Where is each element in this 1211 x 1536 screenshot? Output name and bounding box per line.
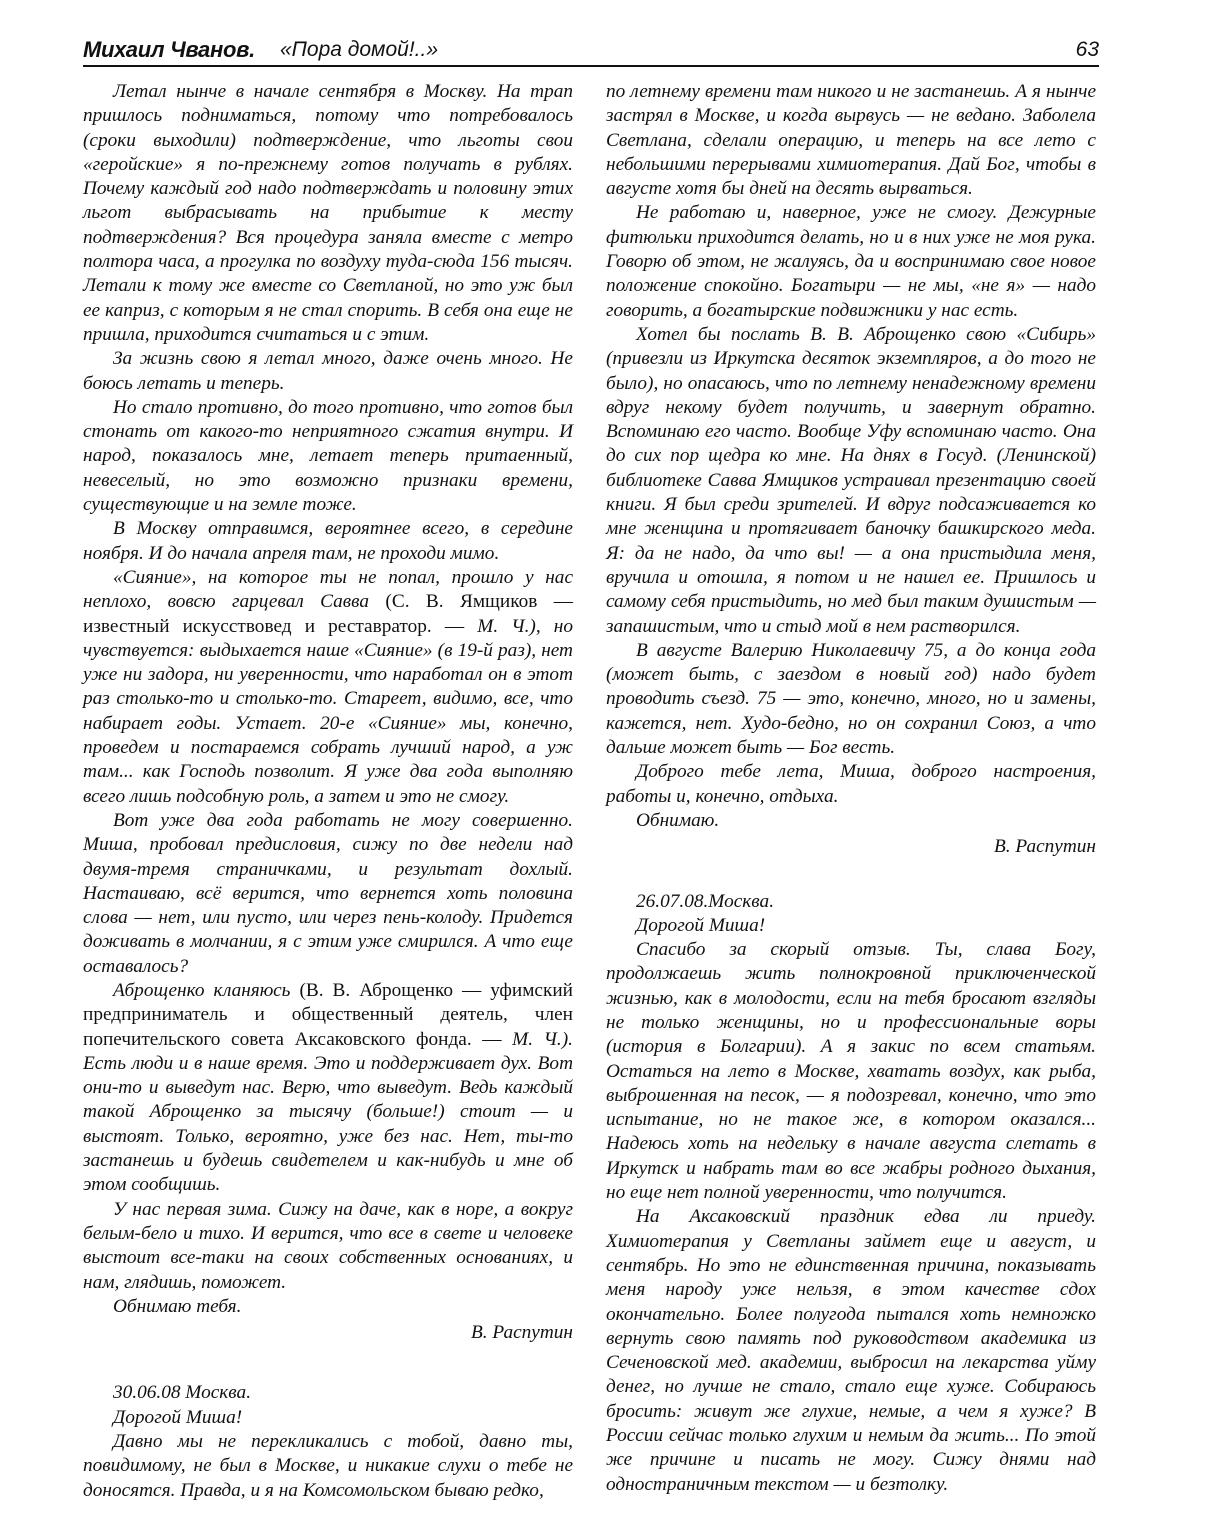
paragraph: Доброго тебе лета, Миша, доброго настроения, работы и, конечно, отдыха. [606,761,1096,807]
paragraph: Обнимаю тебя. [113,1295,242,1317]
paragraph-text: «Сияние», на которое ты не попал, прошло у нас неплохо, вовсю гарцевал Савва [83,566,573,613]
page-number: 63 [1075,38,1099,61]
paragraph: Спасибо за скорый отзыв. Ты, слава Богу, продолжаешь жить полнокровной приключенческой жизнью, как в молодости, если на тебя бросают взгляды не только женщины, но и профессиональные воры (история в Болгарии). А я закис по всем статьям. Остаться на лето в Москве, хватать воздух, как рыба, выброшенная на песок, — я подозревал, конечно, что это испытание, но не такое же, в котором оказался... Надеюсь хоть на недельку в начале августа слетать в Иркутск и набрать там во все жабры родного дыхания, но еще нет полной уверенности, что получится. [606,939,1096,1204]
paragraph: За жизнь свою я летал много, даже очень много. Не боюсь летать и теперь. [83,348,573,394]
letter-date: 30.06.08 Москва. [113,1382,252,1404]
paragraph: Обнимаю. [636,809,720,831]
paragraph-text: М. Ч.), но чувствуется: выдыхается наше «Сияние» (в 19-й раз), нет уже ни задора, ни уверенности, что наработал он в этот раз столько-то и столько-то. Стареет, видимо, все, что набирает годы. Устает. 20-е «Сияние» мы, конечно, проведем и постараемся собрать лучший народ, а уж там... как Господь позволит. Я уже два года выполняю всего лишь подсобную роль, а затем и это не смогу. [83,615,574,807]
signature: В. Распутин [994,836,1096,858]
letter-date: 26.07.08.Москва. [636,890,775,912]
paragraph: Вот уже два года работать не могу совершенно. Миша, пробовал предисловия, сижу по две недели над двумя-тремя страничками, и результат дохлый. Настаиваю, всё верится, что вернется хоть половина слова — нет, или пусто, или через пень-колоду. Придется доживать в молчании, я с этим уже смирился. А что еще оставалось? [83,809,573,977]
paragraph: В августе Валерию Николаевичу 75, а до конца года (может быть, с заездом в новый год) надо будет проводить съезд. 75 — это, конечно, много, но и замены, кажется, нет. Худо-бедно, но он сохранил Союз, а что дальше может быть — Бог весть. [606,639,1096,759]
paragraph: Давно мы не перекликались с тобой, давно ты, повидимому, не был в Москве, и никакие слухи о тебе не доносятся. Правда, и я на Комсомольском бываю редко, [83,1431,573,1501]
running-header [83,37,1099,67]
header-title: «Пора домой!..» [280,38,438,61]
salutation: Дорогой Миша! [636,914,766,936]
salutation: Дорогой Миша! [113,1406,243,1428]
header-author: Михаил Чванов. [83,37,255,62]
signature: В. Распутин [471,1322,573,1344]
paragraph: по летнему времени там никого и не застанешь. А я нынче застрял в Москве, и когда вырвусь — не ведано. Заболела Светлана, сделали операцию, и теперь на все лето с небольшими перерывами химиотерапия. Дай Бог, чтобы в августе хотя бы дней на десять вырваться. [606,81,1096,200]
paragraph: У нас первая зима. Сижу на даче, как в норе, а вокруг белым-бело и тихо. И верится, что все в свете и человеке выстоит все-таки на своих собственных основаниях, и нам, глядишь, поможет. [83,1198,573,1293]
right-column [606,80,1096,1497]
editor-note: (В. В. Аброщенко — уфимский предприниматель и общественный деятель, член попечительского совета Аксаковского фонда. — [83,979,573,1050]
editor-note: (С. В. Ямщиков — известный искусствовед и реставратор. — [83,591,573,637]
paragraph: Хотел бы послать В. В. Аброщенко свою «Сибирь» (привезли из Иркутска десяток экземпляров, а до того не было), но опасаюсь, что по летнему ненадежному времени вдруг некому будет получить, и завернут обратно. Вспоминаю его часто. Вообще Уфу вспоминаю часто. Она до сих пор щедра ко мне. На днях в Госуд. (Ленинской) библиотеке Савва Ямщиков устраивал презентацию своей книги. Я был среди зрителей. И вдруг подсаживается ко мне женщина и протягивает баночку башкирского меда. Я: да не надо, да что вы! — а она пристыдила меня, вручила и отошла, я потом и не нашел ее. Пришлось и самому себя пристыдить, но мед был таким душистым — запашистым, что и стыд мой в нем растворился. [606,323,1096,637]
paragraph: Но стало противно, до того противно, что готов был стонать от какого-то неприятного сжатия внутри. И народ, показалось мне, летает теперь притаенный, невеселый, но это возможно признаки времени, существующие и на земле тоже. [83,396,573,516]
paragraph: В Москву отправимся, вероятнее всего, в середине ноября. И до начала апреля там, не проходи мимо. [83,518,573,564]
paragraph [83,979,573,1198]
paragraph: На Аксаковский праздник едва ли приеду. Химиотерапия у Светланы займет еще и август, и сентябрь. Но это не единственная причина, показывать меня народу уже нельзя, в этом качестве сдох окончательно. Более полугода пытался хоть немножко вернуть свою память под руководством академика из Сеченовской мед. академии, выбросил на лекарства уйму денег, но лучше не стало, стало еще хуже. Собираюсь бросить: живут же глухие, немые, а чем я хуже? В России сейчас только глухим и немым да жить... По этой же причине и писать не могу. Сижу днями над одностраничным текстом — и безтолку. [606,1206,1096,1495]
paragraph-text: Аброщенко кланяюсь [113,979,291,1001]
paragraph: Летал нынче в начале сентября в Москву. На трап пришлось подниматься, потому что потребовалось (сроки выходили) подтверждение, что льготы свои «геройские» я по-прежнему готов получать в рублях. Почему каждый год надо подтверждать и половину этих льгот выбрасывать на прибытие к месту подтверждения? Вся процедура заняла вместе с метро полтора часа, а прогулка по воздуху туда-сюда 156 тысяч. Летали к тому же вместе со Светланой, но это уж был ее каприз, с которым я не стал спорить. В себя она еще не пришла, приходится считаться и с этим. [83,81,573,345]
left-column [83,80,573,1503]
paragraph: Не работаю и, наверное, уже не смогу. Дежурные фитюльки приходится делать, но и в них уже не моя рука. Говорю об этом, не жалуясь, да и воспринимаю свое новое положение спокойно. Богатыри — не мы, «не я» — надо говорить, а богатырские подвижники у нас есть. [606,202,1096,321]
paragraph [83,566,573,809]
paragraph-text: М. Ч.). Есть люди и в наше время. Это и поддерживает дух. Вот они-то и выведут нас. Верю, что выведут. Ведь каждый такой Аброщенко за тысячу (больше!) стоит — и выстоят. Только, вероятно, уже без нас. Нет, ты-то застанешь и будешь свидетелем и как-нибудь и мне об этом сообщишь. [83,1028,573,1196]
